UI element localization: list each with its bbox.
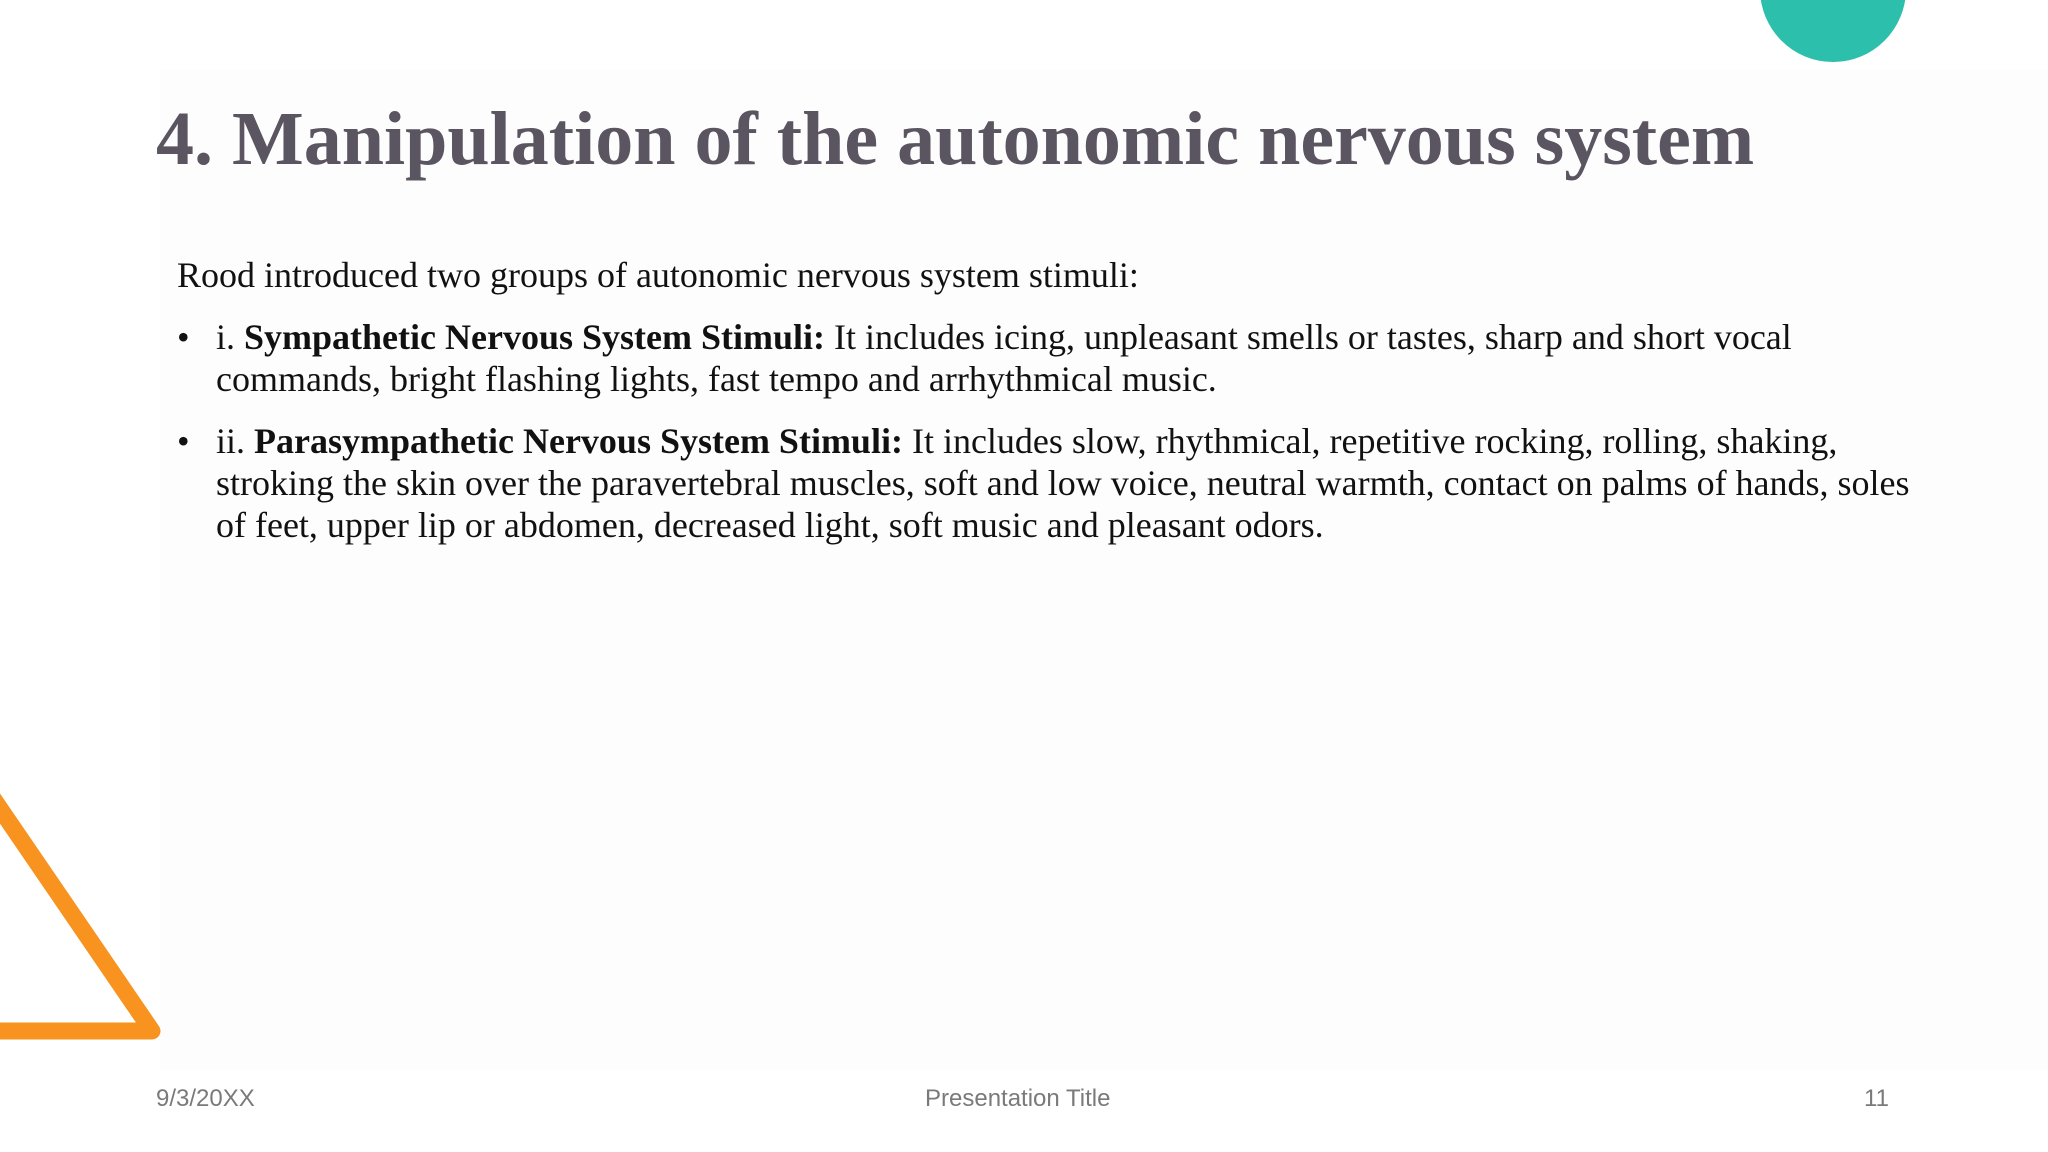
- bullet-item-sympathetic: [177, 316, 1917, 400]
- footer-page-number: 11: [1864, 1085, 1889, 1112]
- intro-text: Rood introduced two groups of autonomic nervous system stimuli:: [177, 255, 1139, 295]
- bullet-list: [177, 316, 1917, 546]
- bullet-heading: Sympathetic Nervous System Stimuli:: [244, 317, 825, 357]
- bullet-number: i.: [216, 317, 236, 357]
- bullet-item-parasympathetic: [177, 420, 1917, 546]
- teal-circle-decoration: [1760, 0, 1906, 62]
- slide-body: [177, 254, 1917, 566]
- content-panel: [160, 70, 2048, 1070]
- bullet-text: It includes slow, rhythmical, repetitive rocking, rolling, shaking, stroking the skin over the paravertebral muscles, soft and low voice, neutral warmth, contact on palms of hands, soles of feet, upper lip or abdomen, decreased light, soft music and pleasant odors.: [216, 421, 1910, 545]
- footer-presentation-title: Presentation Title: [925, 1085, 1111, 1112]
- slide-title: 4. Manipulation of the autonomic nervous system: [156, 97, 1755, 181]
- bullet-number: ii.: [216, 421, 246, 461]
- bullet-marker: •: [177, 421, 190, 461]
- bullet-marker: •: [177, 317, 190, 357]
- bullet-text: It includes icing, unpleasant smells or tastes, sharp and short vocal commands, bright flashing lights, fast tempo and arrhythmical music.: [216, 317, 1792, 399]
- footer-date: 9/3/20XX: [156, 1085, 255, 1112]
- bullet-heading: Parasympathetic Nervous System Stimuli:: [254, 421, 903, 461]
- orange-triangle-decoration: [0, 740, 170, 1040]
